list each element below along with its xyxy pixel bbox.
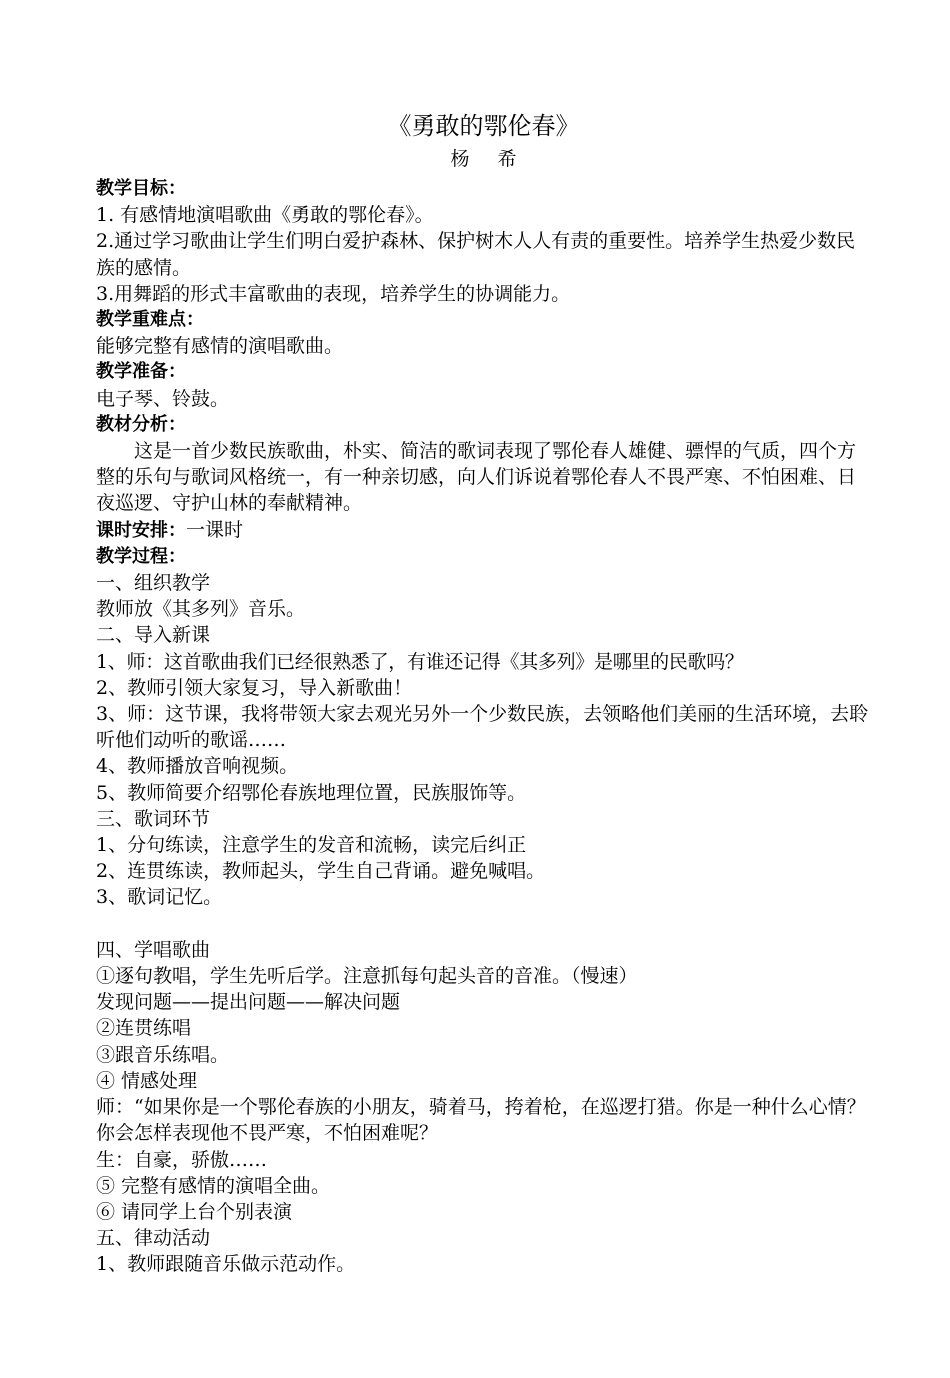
process-step: ①逐句教唱，学生先听后学。注意抓每句起头音的音准。（慢速） xyxy=(96,965,638,988)
process-step: 2、连贯练读，教师起头，学生自己背诵。避免喊唱。 xyxy=(96,860,546,883)
process-step: ⑥ 请同学上台个别表演 xyxy=(96,1200,293,1223)
process-step: 四、学唱歌曲 xyxy=(96,938,211,961)
process-step: 发现问题——提出问题——解决问题 xyxy=(96,991,401,1014)
process-step: 3、歌词记忆。 xyxy=(96,886,223,909)
prep-text: 电子琴、铃鼓。 xyxy=(96,387,230,410)
process-step: 5、教师简要介绍鄂伦春族地理位置，民族服饰等。 xyxy=(96,781,527,804)
analysis-heading: 教材分析： xyxy=(96,413,186,435)
author-given-name: 希 xyxy=(497,148,517,170)
process-step: 2、教师引领大家复习，导入新歌曲！ xyxy=(96,676,413,699)
process-step: 生：自豪，骄傲…… xyxy=(96,1148,268,1171)
blank-line xyxy=(96,911,871,937)
schedule-text: 一课时 xyxy=(186,518,244,541)
key-text: 能够完整有感情的演唱歌曲。 xyxy=(96,335,344,358)
process-step: 师：“如果你是一个鄂伦春族的小朋友，骑着马，挎着枪，在巡逻打猎。你是一种什么心情？你会怎样表现他不畏严寒，不怕困难呢？ xyxy=(96,1096,866,1145)
process-step: 4、教师播放音响视频。 xyxy=(96,755,299,778)
goal-item: 3.用舞蹈的形式丰富歌曲的表现，培养学生的协调能力。 xyxy=(96,282,571,305)
process-step: 五、律动活动 xyxy=(96,1227,211,1250)
schedule-heading: 课时安排： xyxy=(96,519,186,541)
process-step: 一、组织教学 xyxy=(96,572,211,595)
author-name xyxy=(96,144,871,174)
key-heading: 教学重难点： xyxy=(96,309,204,331)
process-step: ③跟音乐练唱。 xyxy=(96,1043,230,1066)
analysis-text: 这是一首少数民族歌曲，朴实、简洁的歌词表现了鄂伦春人雄健、骠悍的气质，四个方整的乐句与歌词风格统一，有一种亲切感，向人们诉说着鄂伦春人不畏严寒、不怕困难、日夜巡逻、守护山林的奉献精神。 xyxy=(96,440,857,515)
process-step: 教师放《其多列》音乐。 xyxy=(96,598,306,621)
prep-heading: 教学准备： xyxy=(96,361,186,383)
process-step: 二、导入新课 xyxy=(96,624,211,647)
goal-item: 2.通过学习歌曲让学生们明白爱护森林、保护树木人人有责的重要性。培养学生热爱少数民族的感情。 xyxy=(96,230,856,279)
process-step: ②连贯练唱 xyxy=(96,1017,192,1040)
process-step: ④ 情感处理 xyxy=(96,1069,198,1092)
process-step: ⑤ 完整有感情的演唱全曲。 xyxy=(96,1174,331,1197)
process-step: 1、教师跟随音乐做示范动作。 xyxy=(96,1253,356,1276)
process-step: 1、分句练读，注意学生的发音和流畅，读完后纠正 xyxy=(96,834,527,857)
document-title: 《勇敢的鄂伦春》 xyxy=(387,112,580,140)
process-heading: 教学过程： xyxy=(96,545,186,567)
goal-item: 1. 有感情地演唱歌曲《勇敢的鄂伦春》。 xyxy=(96,204,434,227)
goal-heading: 教学目标： xyxy=(96,178,186,199)
document-page xyxy=(96,108,871,1278)
process-step: 3、师：这节课，我将带领大家去观光另外一个少数民族，去领略他们美丽的生活环境，去聆听他们动听的歌谣…… xyxy=(96,703,869,752)
schedule-line xyxy=(96,517,871,544)
process-step: 1、师：这首歌曲我们已经很熟悉了，有谁还记得《其多列》是哪里的民歌吗？ xyxy=(96,650,744,673)
process-step: 三、歌词环节 xyxy=(96,807,211,830)
author-surname: 杨 xyxy=(450,148,470,170)
